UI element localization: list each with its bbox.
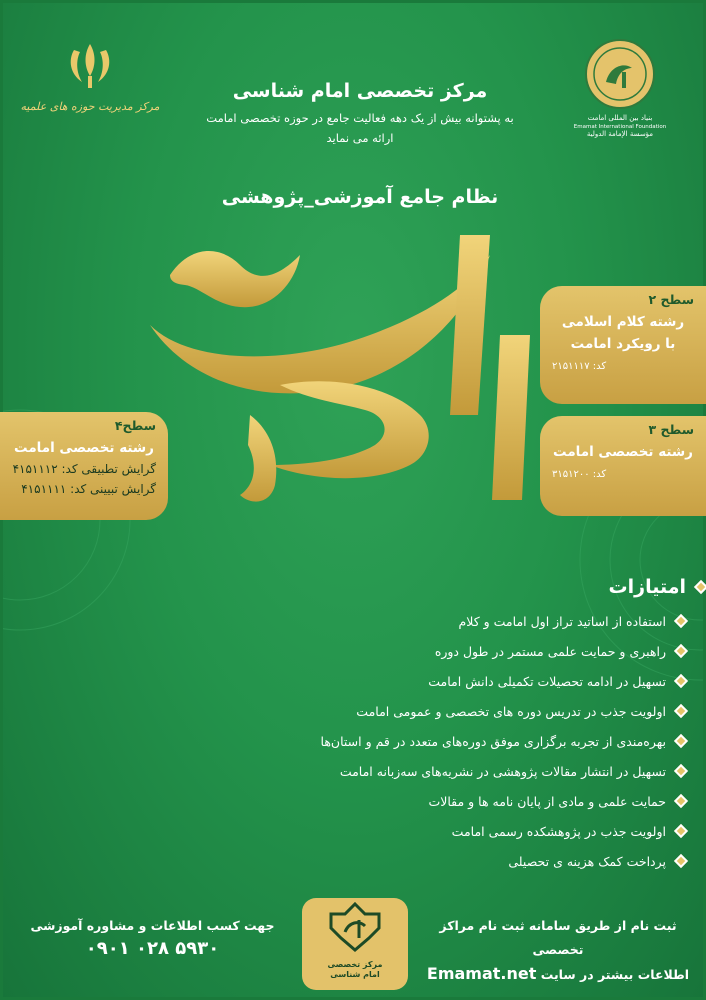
- emamat-foundation-logo: [560, 38, 680, 158]
- level-2-title-line-2: با رویکرد امامت: [570, 336, 676, 352]
- level-3-heading: سطح ۳: [648, 422, 694, 437]
- more-info-label: اطلاعات بیشتر در سایت: [540, 967, 690, 982]
- privilege-text: اولویت جذب در تدریس دوره های تخصصی و عمومی امامت: [356, 703, 666, 719]
- privilege-text: تسهیل در ادامه تحصیلات تکمیلی دانش امامت: [428, 673, 666, 689]
- center-logo-caption-1: مرکز تخصصی: [327, 960, 383, 969]
- level-2-title-line-1: رشته کلام اسلامی: [561, 314, 685, 330]
- privilege-text: استفاده از اساتید تراز اول امامت و کلام: [458, 613, 666, 629]
- diamond-bullet-icon: [674, 734, 688, 748]
- emam-shenasi-center-logo: [302, 898, 408, 990]
- diamond-bullet-icon: [694, 580, 706, 594]
- iran-emblem-icon: [60, 40, 120, 92]
- privilege-text: پرداخت کمک هزینه ی تحصیلی: [508, 853, 666, 869]
- privilege-text: تسهیل در انتشار مقالات پژوهشی در نشریه‌های سه‌زبانه امامت: [339, 763, 666, 779]
- level-4-track-explanatory: گرایش تبیینی کد: ۴۱۵۱۱۱۱: [21, 482, 156, 496]
- diamond-bullet-icon: [674, 764, 688, 778]
- level-4-title: رشته تخصصی امامت: [14, 440, 154, 456]
- list-item: [240, 816, 686, 846]
- foundation-name-en: Emamat International Foundation: [573, 124, 667, 130]
- diamond-bullet-icon: [674, 644, 688, 658]
- privileges-list: [240, 606, 706, 876]
- privilege-text: راهبری و حمایت علمی مستمر در طول دوره: [434, 643, 666, 659]
- website-link[interactable]: Emamat.net: [426, 964, 537, 983]
- contact-label: جهت کسب اطلاعات و مشاوره آموزشی: [30, 918, 275, 933]
- foundation-emblem-icon: [584, 38, 656, 110]
- tagline-line-1: به پشتوانه بیش از یک دهه فعالیت جامع در حوزه تخصصی امامت: [206, 111, 514, 125]
- list-item: [240, 696, 686, 726]
- level-4-card: [0, 412, 168, 520]
- privileges-heading: امتیازات: [608, 576, 686, 598]
- privileges-heading-row: [240, 576, 706, 598]
- diamond-bullet-icon: [674, 794, 688, 808]
- system-title: نظام جامع آموزشی_پژوهشی: [221, 186, 499, 208]
- privilege-text: بهره‌مندی از تجربه برگزاری موفق دوره‌های متعدد در قم و استان‌ها: [320, 733, 666, 749]
- level-4-track-comparative: گرایش تطبیقی کد: ۴۱۵۱۱۱۲: [12, 462, 156, 476]
- seminary-management-caption: مرکز مدیریت حوزه های علمیه: [20, 100, 160, 113]
- diamond-bullet-icon: [674, 854, 688, 868]
- center-emblem-icon: [325, 898, 385, 956]
- diamond-bullet-icon: [674, 674, 688, 688]
- foundation-name-ar: مؤسسة الإمامة الدولية: [586, 130, 654, 138]
- seminary-management-logo: [20, 40, 160, 130]
- list-item: [240, 606, 686, 636]
- more-info-line: [418, 962, 698, 987]
- diamond-bullet-icon: [674, 824, 688, 838]
- level-3-card: [540, 416, 706, 516]
- level-2-card: [540, 286, 706, 404]
- privileges-section: [240, 576, 706, 876]
- header: [150, 80, 570, 148]
- diamond-bullet-icon: [674, 704, 688, 718]
- foundation-name-fa: بنیاد بین المللی امامت: [587, 114, 653, 122]
- diamond-bullet-icon: [674, 614, 688, 628]
- level-2-code: کد: ۲۱۵۱۱۱۷: [552, 361, 607, 372]
- level-3-title: رشته تخصصی امامت: [553, 444, 693, 460]
- organization-title: مرکز تخصصی امام شناسی: [232, 80, 488, 102]
- level-4-heading: سطح۴: [114, 418, 156, 433]
- tagline-line-2: ارائه می نماید: [326, 131, 394, 145]
- privilege-text: اولویت جذب در پژوهشکده رسمی امامت: [451, 823, 666, 839]
- registration-block: [418, 914, 698, 987]
- level-3-code: کد: ۳۱۵۱۲۰۰: [552, 469, 607, 480]
- list-item: [240, 756, 686, 786]
- registration-label: ثبت نام از طریق سامانه ثبت نام مراکز تخصصی: [439, 918, 677, 957]
- list-item: [240, 846, 686, 876]
- emamat-calligraphy: [130, 215, 560, 515]
- contact-phone[interactable]: ۰۹۰۱ ۰۲۸ ۵۹۳۰: [85, 938, 220, 959]
- center-logo-caption-2: امام شناسی: [330, 970, 380, 979]
- list-item: [240, 786, 686, 816]
- list-item: [240, 666, 686, 696]
- list-item: [240, 636, 686, 666]
- contact-block: [10, 914, 295, 959]
- privilege-text: حمایت علمی و مادی از پایان نامه ها و مقالات: [428, 793, 666, 809]
- level-2-heading: سطح ۲: [648, 292, 694, 307]
- list-item: [240, 726, 686, 756]
